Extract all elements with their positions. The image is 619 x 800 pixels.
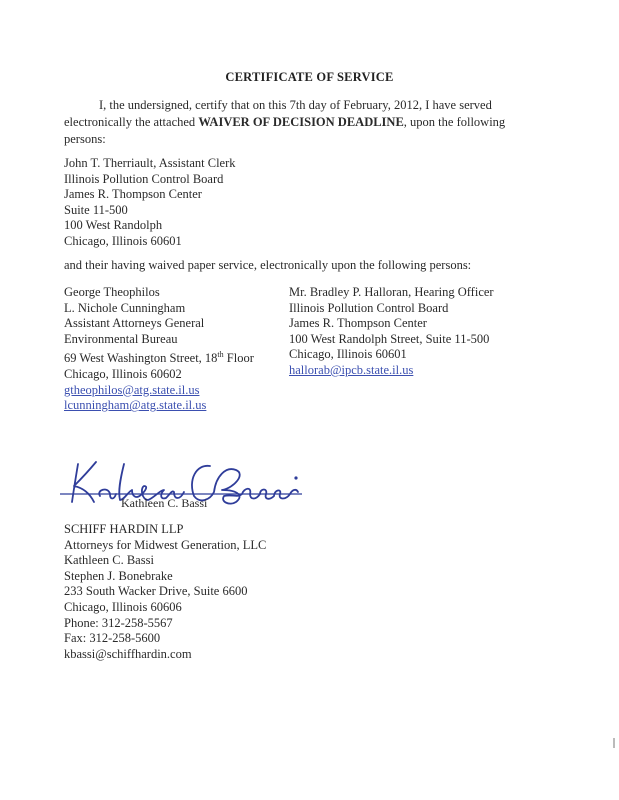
email-link[interactable]: hallorab@ipcb.state.il.us <box>289 362 414 377</box>
firm-line: 233 South Wacker Drive, Suite 6600 <box>64 584 248 599</box>
firm-line: Attorneys for Midwest Generation, LLC <box>64 537 267 552</box>
address-line: John T. Therriault, Assistant Clerk <box>64 156 236 170</box>
email-link[interactable]: lcunningham@atg.state.il.us <box>64 398 207 413</box>
address-line: Assistant Attorneys General <box>64 316 205 331</box>
clerk-address-block <box>64 156 236 250</box>
page-title: CERTIFICATE OF SERVICE <box>225 70 394 84</box>
address-line: Chicago, Illinois 60602 <box>64 367 182 382</box>
address-line: James R. Thompson Center <box>289 316 427 331</box>
intro-text: I, the undersigned, certify that on this 7th day of February, 2012, I have served electronically the attached <box>64 98 492 129</box>
address-line: Environmental Bureau <box>64 331 178 346</box>
scan-mark <box>613 738 615 748</box>
address-line: Illinois Pollution Control Board <box>289 300 449 315</box>
ordinal-suffix: th <box>217 350 224 360</box>
firm-line: Chicago, Illinois 60606 <box>64 599 182 614</box>
firm-line: Phone: 312-258-5567 <box>64 615 173 630</box>
street-text: 69 West Washington Street, 18 <box>64 351 218 366</box>
address-line: Mr. Bradley P. Halloran, Hearing Officer <box>289 285 494 299</box>
signer-name: Kathleen C. Bassi <box>121 496 208 510</box>
address-line: Chicago, Illinois 60601 <box>64 233 182 248</box>
firm-line: SCHIFF HARDIN LLP <box>64 522 184 536</box>
address-line: George Theophilos <box>64 285 160 299</box>
address-line <box>64 347 254 367</box>
document-name: WAIVER OF DECISION DEADLINE <box>198 115 404 129</box>
waived-service-text: and their having waived paper service, electronically upon the following persons: <box>64 258 472 272</box>
firm-line: Kathleen C. Bassi <box>64 553 154 568</box>
address-line: Suite 11-500 <box>64 202 128 217</box>
firm-line: Stephen J. Bonebrake <box>64 568 173 583</box>
intro-paragraph <box>64 97 534 148</box>
address-line: 100 West Randolph Street, Suite 11-500 <box>289 331 490 346</box>
firm-signature-block <box>64 522 266 662</box>
address-line: L. Nichole Cunningham <box>64 300 186 315</box>
firm-line: Fax: 312-258-5600 <box>64 631 161 646</box>
address-line: Illinois Pollution Control Board <box>64 171 224 186</box>
address-line: Chicago, Illinois 60601 <box>289 347 407 362</box>
email-link[interactable]: gtheophilos@atg.state.il.us <box>64 382 200 397</box>
address-line: 100 West Randolph <box>64 218 163 233</box>
address-line: James R. Thompson Center <box>64 187 202 202</box>
firm-email: kbassi@schiffhardin.com <box>64 646 192 661</box>
street-text-end: Floor <box>223 351 254 366</box>
intro-text-end: , upon the following persons: <box>64 115 506 146</box>
recipient-right-block <box>289 285 494 379</box>
recipient-left-block <box>64 285 254 414</box>
